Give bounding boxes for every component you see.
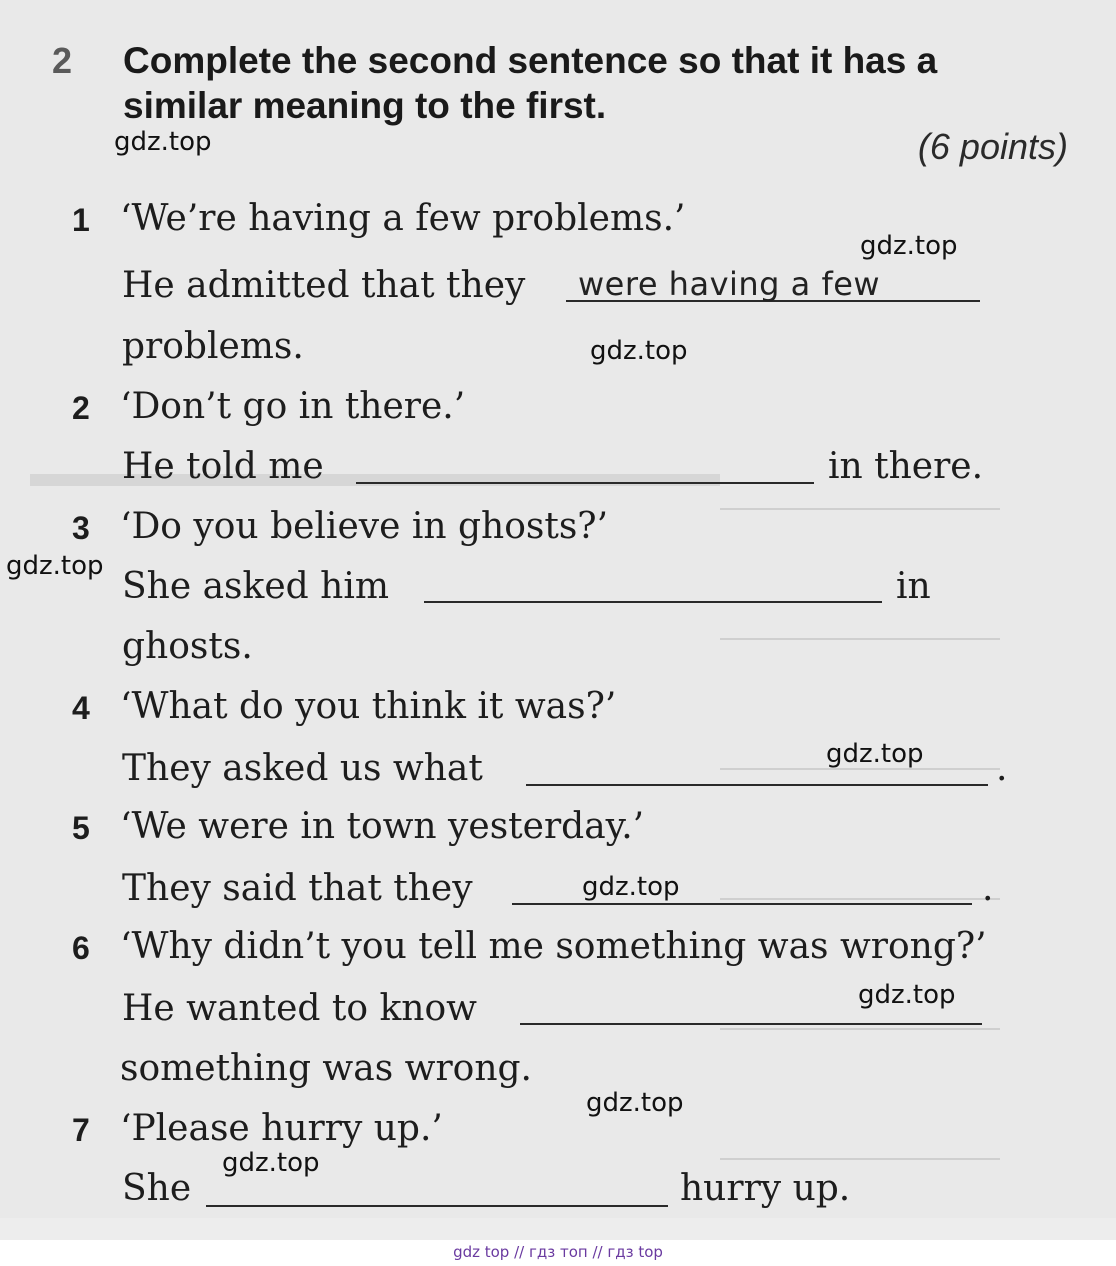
handwritten-answer: were having a few bbox=[578, 265, 881, 303]
answer-blank[interactable] bbox=[520, 1023, 982, 1025]
answer-blank[interactable] bbox=[526, 784, 988, 786]
watermark: gdz.top bbox=[860, 231, 958, 261]
item-sentence-end: in bbox=[896, 566, 931, 607]
item-number: 7 bbox=[72, 1112, 90, 1148]
item-sentence-end: . bbox=[996, 748, 1008, 789]
item-quote: ‘Please hurry up.’ bbox=[120, 1108, 443, 1149]
item-number: 3 bbox=[72, 510, 90, 546]
bottom-banner: gdz top // гдз топ // гдз top bbox=[0, 1240, 1116, 1266]
item-number: 2 bbox=[72, 390, 90, 426]
item-sentence-end-continued: ghosts. bbox=[122, 626, 253, 667]
item-quote: ‘We’re having a few problems.’ bbox=[120, 198, 686, 239]
watermark: gdz.top bbox=[826, 739, 924, 769]
item-quote: ‘Why didn’t you tell me something was wrong?’ bbox=[120, 926, 987, 967]
item-sentence-start: He told me bbox=[122, 446, 324, 487]
answer-blank[interactable] bbox=[424, 601, 882, 603]
task-number: 2 bbox=[52, 40, 73, 81]
item-quote: ‘What do you think it was?’ bbox=[120, 686, 617, 727]
item-sentence-end: hurry up. bbox=[680, 1168, 851, 1209]
item-quote: ‘Do you believe in ghosts?’ bbox=[120, 506, 609, 547]
item-number: 1 bbox=[72, 202, 90, 238]
watermark: gdz.top bbox=[858, 980, 956, 1010]
item-sentence-start: He wanted to know bbox=[122, 988, 477, 1029]
item-number: 6 bbox=[72, 930, 90, 966]
answer-blank[interactable] bbox=[356, 482, 814, 484]
item-number: 4 bbox=[72, 690, 90, 726]
answer-blank[interactable] bbox=[512, 903, 972, 905]
watermark: gdz.top bbox=[222, 1148, 320, 1178]
watermark: gdz.top bbox=[586, 1088, 684, 1118]
item-sentence-start: She asked him bbox=[122, 566, 389, 607]
item-sentence-end: . bbox=[982, 868, 994, 909]
watermark: gdz.top bbox=[590, 336, 688, 366]
watermark: gdz.top bbox=[6, 551, 104, 581]
answer-blank[interactable] bbox=[206, 1205, 668, 1207]
watermark: gdz.top bbox=[582, 872, 680, 902]
item-sentence-start: She bbox=[122, 1168, 192, 1209]
task-instruction: Complete the second sentence so that it has a similar meaning to the first. bbox=[123, 40, 938, 126]
item-sentence-start: They said that they bbox=[122, 868, 473, 909]
item-sentence-start: He admitted that they bbox=[122, 265, 526, 306]
item-quote: ‘Don’t go in there.’ bbox=[120, 386, 466, 427]
item-sentence-end: in there. bbox=[828, 446, 984, 487]
item-sentence-start: They asked us what bbox=[122, 748, 483, 789]
task-points: (6 points) bbox=[917, 126, 1068, 167]
item-sentence-end: problems. bbox=[122, 326, 304, 367]
item-sentence-end: something was wrong. bbox=[120, 1048, 532, 1089]
item-quote: ‘We were in town yesterday.’ bbox=[120, 806, 645, 847]
show-through-lines bbox=[720, 380, 1000, 1180]
watermark: gdz.top bbox=[114, 127, 212, 157]
item-number: 5 bbox=[72, 810, 90, 846]
